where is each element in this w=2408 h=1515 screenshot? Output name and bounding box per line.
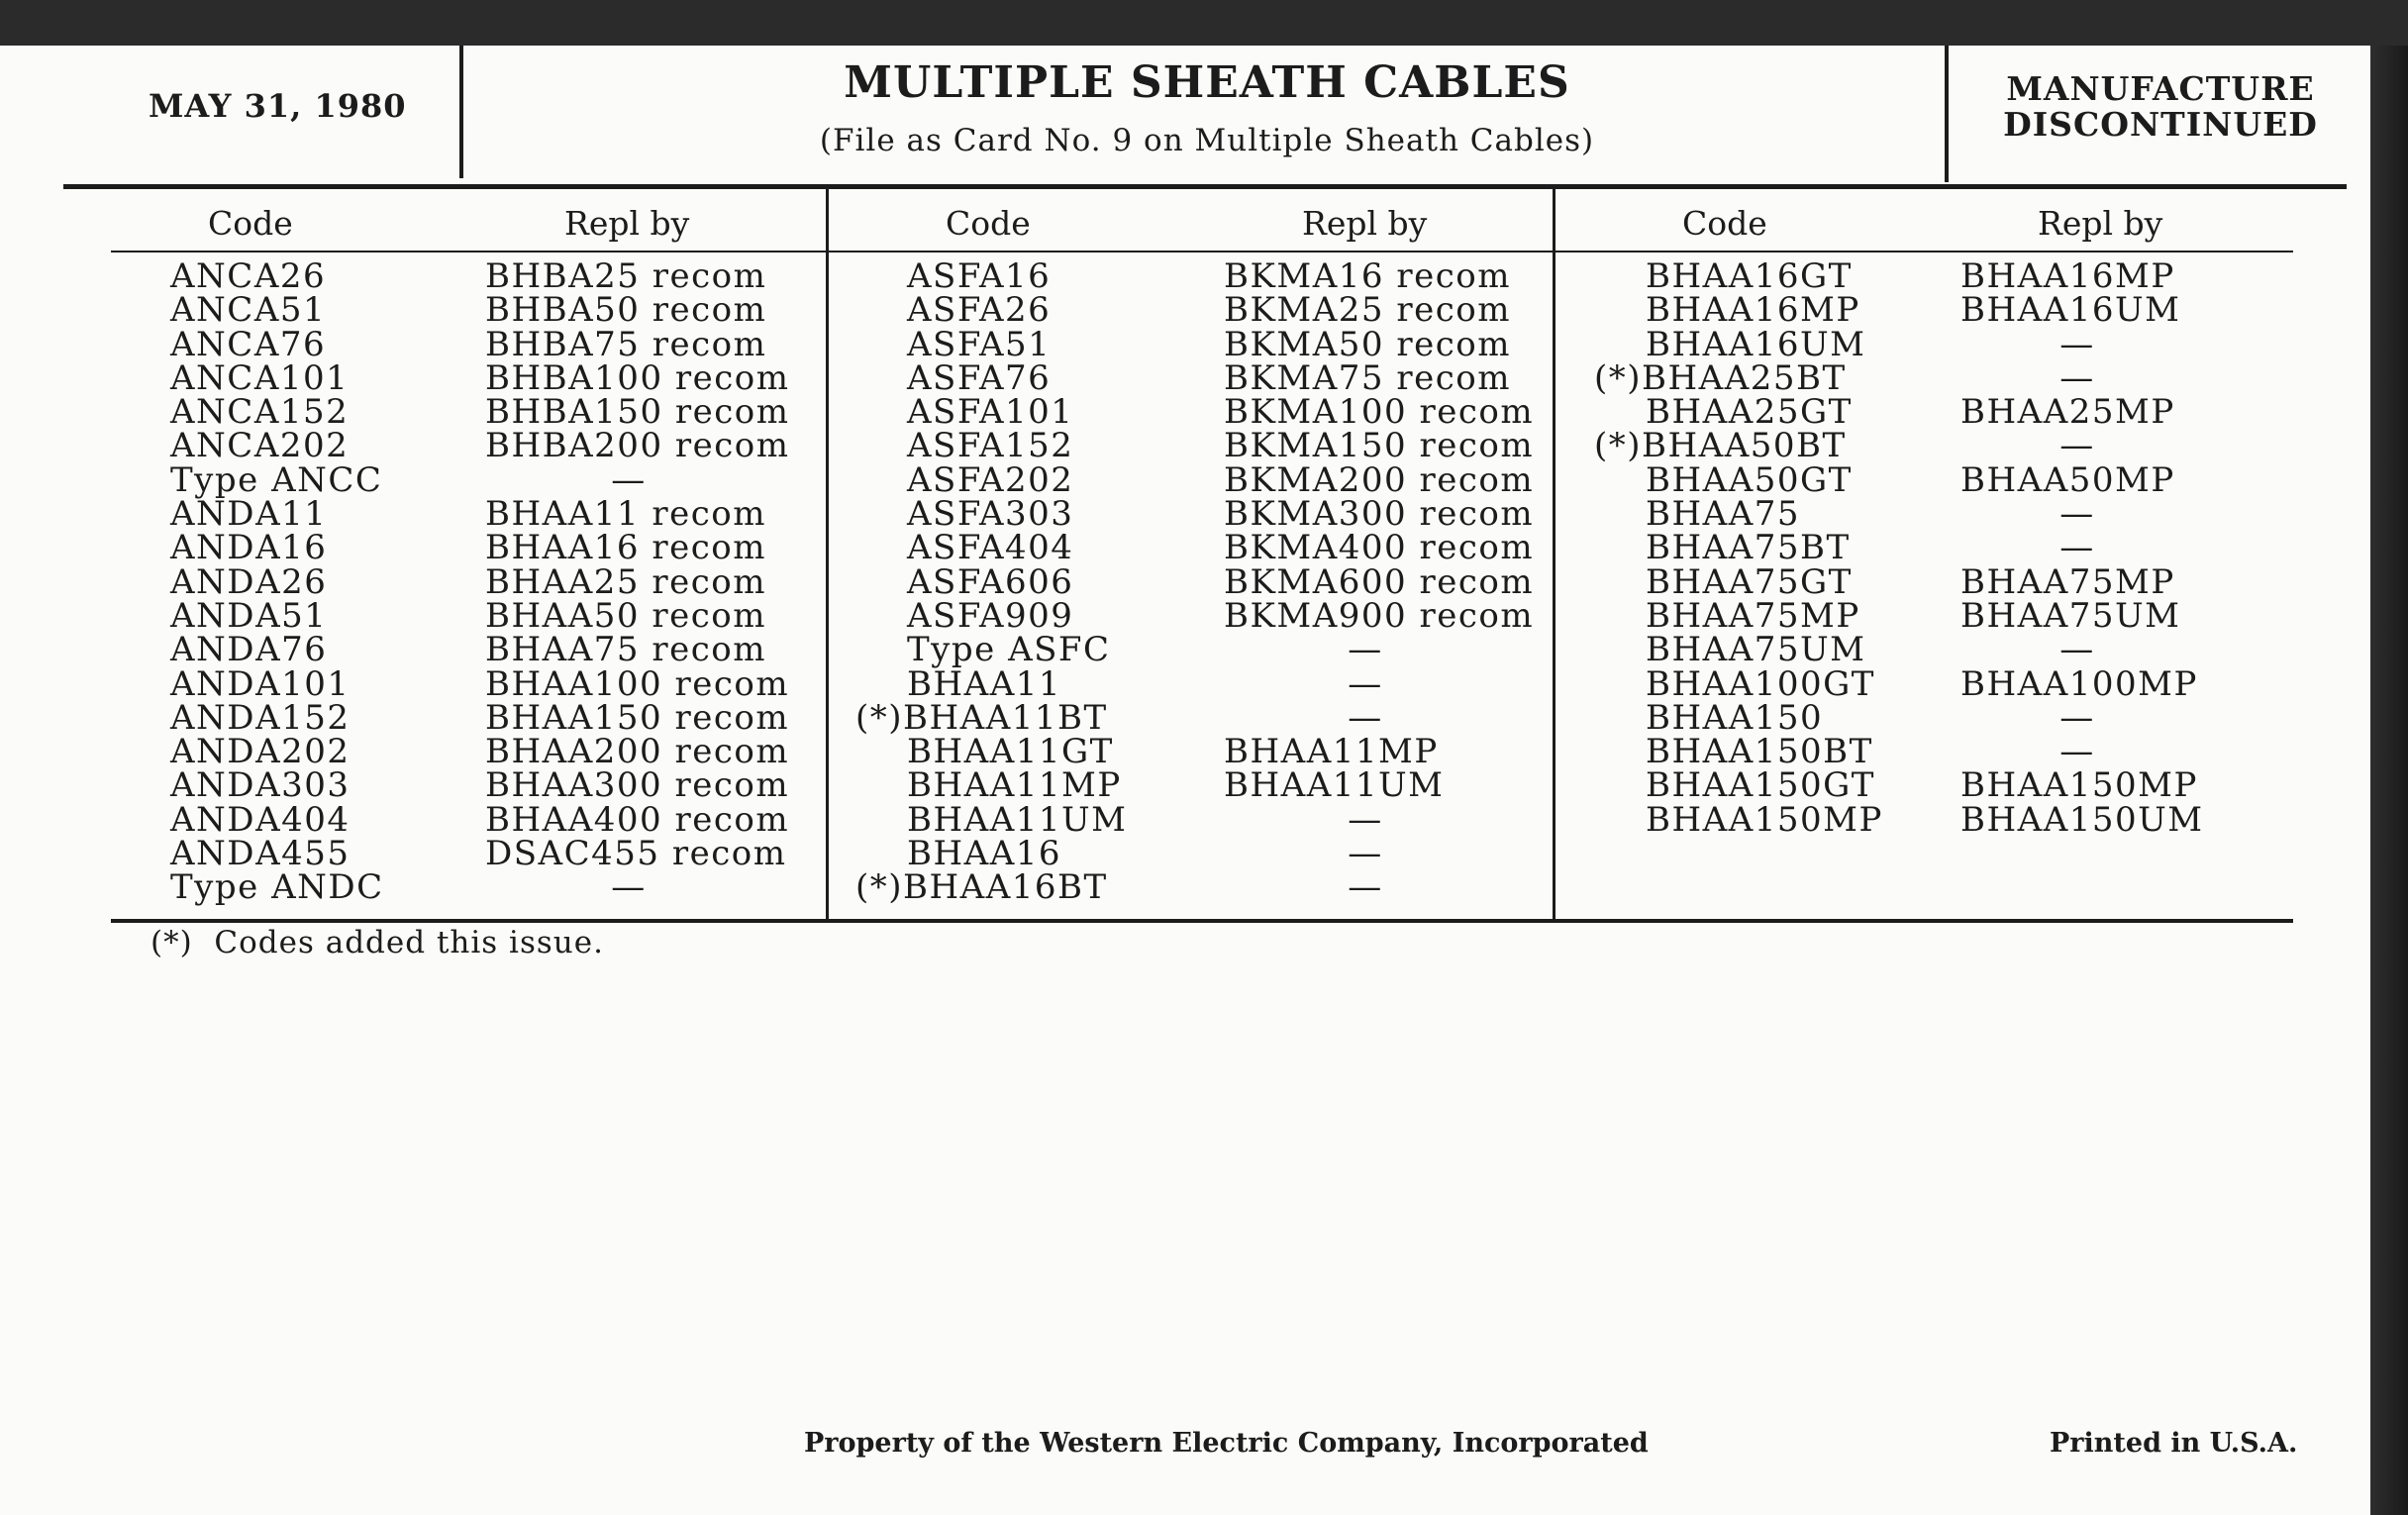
code-cell: BHAA150 — [1646, 697, 1824, 738]
code-cell: ANCA101 — [170, 357, 350, 398]
repl-cell: BKMA16 recom — [1224, 256, 1511, 296]
group-1-repl-column — [485, 256, 790, 908]
repl-cell: — — [1348, 799, 1383, 840]
header-divider-right — [1945, 46, 1949, 182]
group-3-code-header: Code — [1682, 204, 1767, 243]
status-line-2: DISCONTINUED — [2003, 105, 2318, 144]
repl-cell: BHBA200 recom — [485, 426, 790, 466]
group-1-repl-header: Repl by — [564, 204, 690, 243]
group-2-repl-header: Repl by — [1302, 204, 1428, 243]
repl-cell: BHAA150MP — [1960, 765, 2198, 806]
code-cell: BHAA16UM — [1646, 324, 1866, 364]
code-cell: ANCA76 — [170, 324, 327, 364]
repl-cell: — — [1348, 867, 1383, 908]
repl-cell: BHAA25 recom — [485, 561, 766, 602]
repl-cell: DSAC455 recom — [485, 834, 787, 874]
code-cell: ANDA404 — [170, 799, 351, 840]
code-cell: ANDA51 — [170, 595, 328, 636]
code-cell: BHAA16MP — [1646, 290, 1860, 331]
group-2-repl-column — [1224, 256, 1535, 908]
repl-cell: BHAA150 recom — [485, 697, 790, 738]
repl-cell: BHAA75UM — [1960, 595, 2181, 636]
repl-cell: — — [2059, 528, 2095, 568]
repl-cell: — — [611, 867, 647, 908]
repl-cell: BHAA11MP — [1224, 732, 1439, 772]
code-cell: (*)BHAA16BT — [855, 867, 1108, 908]
footnote: (*) Codes added this issue. — [150, 925, 604, 960]
repl-cell: — — [1348, 663, 1383, 704]
repl-cell: BHAA50MP — [1960, 459, 2175, 500]
code-cell: ANCA26 — [170, 256, 327, 296]
repl-cell: BHAA16MP — [1960, 256, 2175, 296]
code-cell: ANDA76 — [170, 630, 328, 670]
code-cell: ASFA51 — [907, 324, 1052, 364]
page-subtitle: (File as Card No. 9 on Multiple Sheath Cables) — [819, 123, 1595, 158]
code-cell: ANDA202 — [170, 732, 351, 772]
repl-cell: BHAA400 recom — [485, 799, 790, 840]
repl-cell: BHAA300 recom — [485, 765, 790, 806]
repl-cell: BHAA200 recom — [485, 732, 790, 772]
repl-cell: BHAA150UM — [1960, 799, 2204, 840]
status-line-1: MANUFACTURE — [2006, 69, 2315, 108]
repl-cell: BHAA75 recom — [485, 630, 766, 670]
repl-cell: — — [2059, 630, 2095, 670]
code-cell: BHAA150BT — [1646, 732, 1873, 772]
code-cell: ANCA202 — [170, 426, 350, 466]
code-cell: ANDA16 — [170, 528, 328, 568]
repl-cell: BKMA200 recom — [1224, 459, 1535, 500]
scan-edge — [2370, 46, 2408, 1515]
repl-cell: — — [2059, 494, 2095, 535]
code-cell: ASFA16 — [907, 256, 1052, 296]
repl-cell: BHAA75MP — [1960, 561, 2175, 602]
repl-cell: BKMA900 recom — [1224, 595, 1535, 636]
code-cell: ANCA152 — [170, 392, 350, 433]
code-cell: ANDA303 — [170, 765, 351, 806]
code-cell: ASFA404 — [907, 528, 1074, 568]
code-cell: BHAA150MP — [1646, 799, 1883, 840]
group-divider-1 — [826, 184, 829, 921]
code-cell: ASFA303 — [907, 494, 1074, 535]
repl-cell: BHAA50 recom — [485, 595, 766, 636]
code-cell: ANDA26 — [170, 561, 328, 602]
code-cell: BHAA75GT — [1646, 561, 1853, 602]
repl-cell: BHAA16UM — [1960, 290, 2181, 331]
code-cell: ASFA101 — [907, 392, 1074, 433]
header-rule — [63, 184, 2347, 189]
repl-cell: BHAA16 recom — [485, 528, 766, 568]
code-cell: BHAA25GT — [1646, 392, 1853, 433]
group-3-repl-column — [1960, 256, 2204, 840]
code-cell: ASFA152 — [907, 426, 1074, 466]
code-cell: ANDA455 — [170, 834, 351, 874]
status-label — [1953, 71, 2368, 143]
repl-cell: BHBA100 recom — [485, 357, 790, 398]
code-cell: (*)BHAA50BT — [1594, 426, 1847, 466]
code-cell: BHAA75BT — [1646, 528, 1851, 568]
header-divider-left — [459, 46, 463, 178]
repl-cell: BKMA100 recom — [1224, 392, 1535, 433]
repl-cell: BHAA25MP — [1960, 392, 2175, 433]
repl-cell: — — [1348, 697, 1383, 738]
code-cell: BHAA16 — [907, 834, 1062, 874]
group-3-repl-header: Repl by — [2038, 204, 2163, 243]
code-cell: ANCA51 — [170, 290, 327, 331]
code-cell: BHAA11UM — [907, 799, 1128, 840]
repl-cell: BHBA50 recom — [485, 290, 767, 331]
repl-cell: — — [2059, 732, 2095, 772]
code-cell: BHAA11 — [907, 663, 1062, 704]
page-title: MULTIPLE SHEATH CABLES — [844, 57, 1570, 108]
group-3-code-column — [1594, 256, 1883, 840]
group-1-code-column — [170, 256, 384, 908]
repl-cell: BHBA75 recom — [485, 324, 767, 364]
code-cell: (*)BHAA11BT — [855, 697, 1108, 738]
code-cell: ANDA11 — [170, 494, 328, 535]
code-cell: ASFA76 — [907, 357, 1052, 398]
code-cell: ASFA909 — [907, 595, 1074, 636]
group-1-code-header: Code — [208, 204, 293, 243]
code-cell: BHAA11MP — [907, 765, 1122, 806]
code-cell: ASFA26 — [907, 290, 1052, 331]
repl-cell: BKMA600 recom — [1224, 561, 1535, 602]
repl-cell: BHAA11 recom — [485, 494, 766, 535]
repl-cell: BKMA400 recom — [1224, 528, 1535, 568]
code-cell: (*)BHAA25BT — [1594, 357, 1847, 398]
property-notice: Property of the Western Electric Company, Incorporated — [804, 1428, 1649, 1459]
code-cell: ANDA152 — [170, 697, 351, 738]
card-date: MAY 31, 1980 — [149, 87, 407, 125]
repl-cell: BHAA11UM — [1224, 765, 1445, 806]
code-cell: Type ANDC — [170, 867, 384, 908]
repl-cell: — — [2059, 697, 2095, 738]
code-cell: ASFA606 — [907, 561, 1074, 602]
code-cell: ASFA202 — [907, 459, 1074, 500]
code-cell: BHAA75 — [1646, 494, 1801, 535]
repl-cell: — — [2059, 324, 2095, 364]
repl-cell: — — [1348, 834, 1383, 874]
code-cell: BHAA11GT — [907, 732, 1114, 772]
code-cell: BHAA50GT — [1646, 459, 1853, 500]
repl-cell: — — [1348, 630, 1383, 670]
code-cell: BHAA75MP — [1646, 595, 1860, 636]
group-2-code-header: Code — [946, 204, 1031, 243]
code-cell: BHAA100GT — [1646, 663, 1875, 704]
code-cell: Type ANCC — [170, 459, 383, 500]
code-cell: Type ASFC — [907, 630, 1111, 670]
repl-cell: BKMA25 recom — [1224, 290, 1511, 331]
group-divider-2 — [1553, 184, 1555, 921]
code-cell: BHAA16GT — [1646, 256, 1853, 296]
repl-cell: BKMA150 recom — [1224, 426, 1535, 466]
repl-cell: — — [2059, 357, 2095, 398]
table-bottom-rule — [111, 919, 2293, 923]
group-2-code-column — [855, 256, 1128, 908]
code-cell: BHAA75UM — [1646, 630, 1866, 670]
repl-cell: BKMA300 recom — [1224, 494, 1535, 535]
printed-notice: Printed in U.S.A. — [2050, 1428, 2298, 1459]
repl-cell: — — [2059, 426, 2095, 466]
repl-cell: BKMA75 recom — [1224, 357, 1511, 398]
repl-cell: BHAA100 recom — [485, 663, 790, 704]
repl-cell: — — [611, 459, 647, 500]
repl-cell: BHBA150 recom — [485, 392, 790, 433]
repl-cell: BKMA50 recom — [1224, 324, 1511, 364]
repl-cell: BHBA25 recom — [485, 256, 767, 296]
code-cell: ANDA101 — [170, 663, 351, 704]
column-header-rule — [111, 251, 2293, 252]
code-cell: BHAA150GT — [1646, 765, 1875, 806]
repl-cell: BHAA100MP — [1960, 663, 2198, 704]
